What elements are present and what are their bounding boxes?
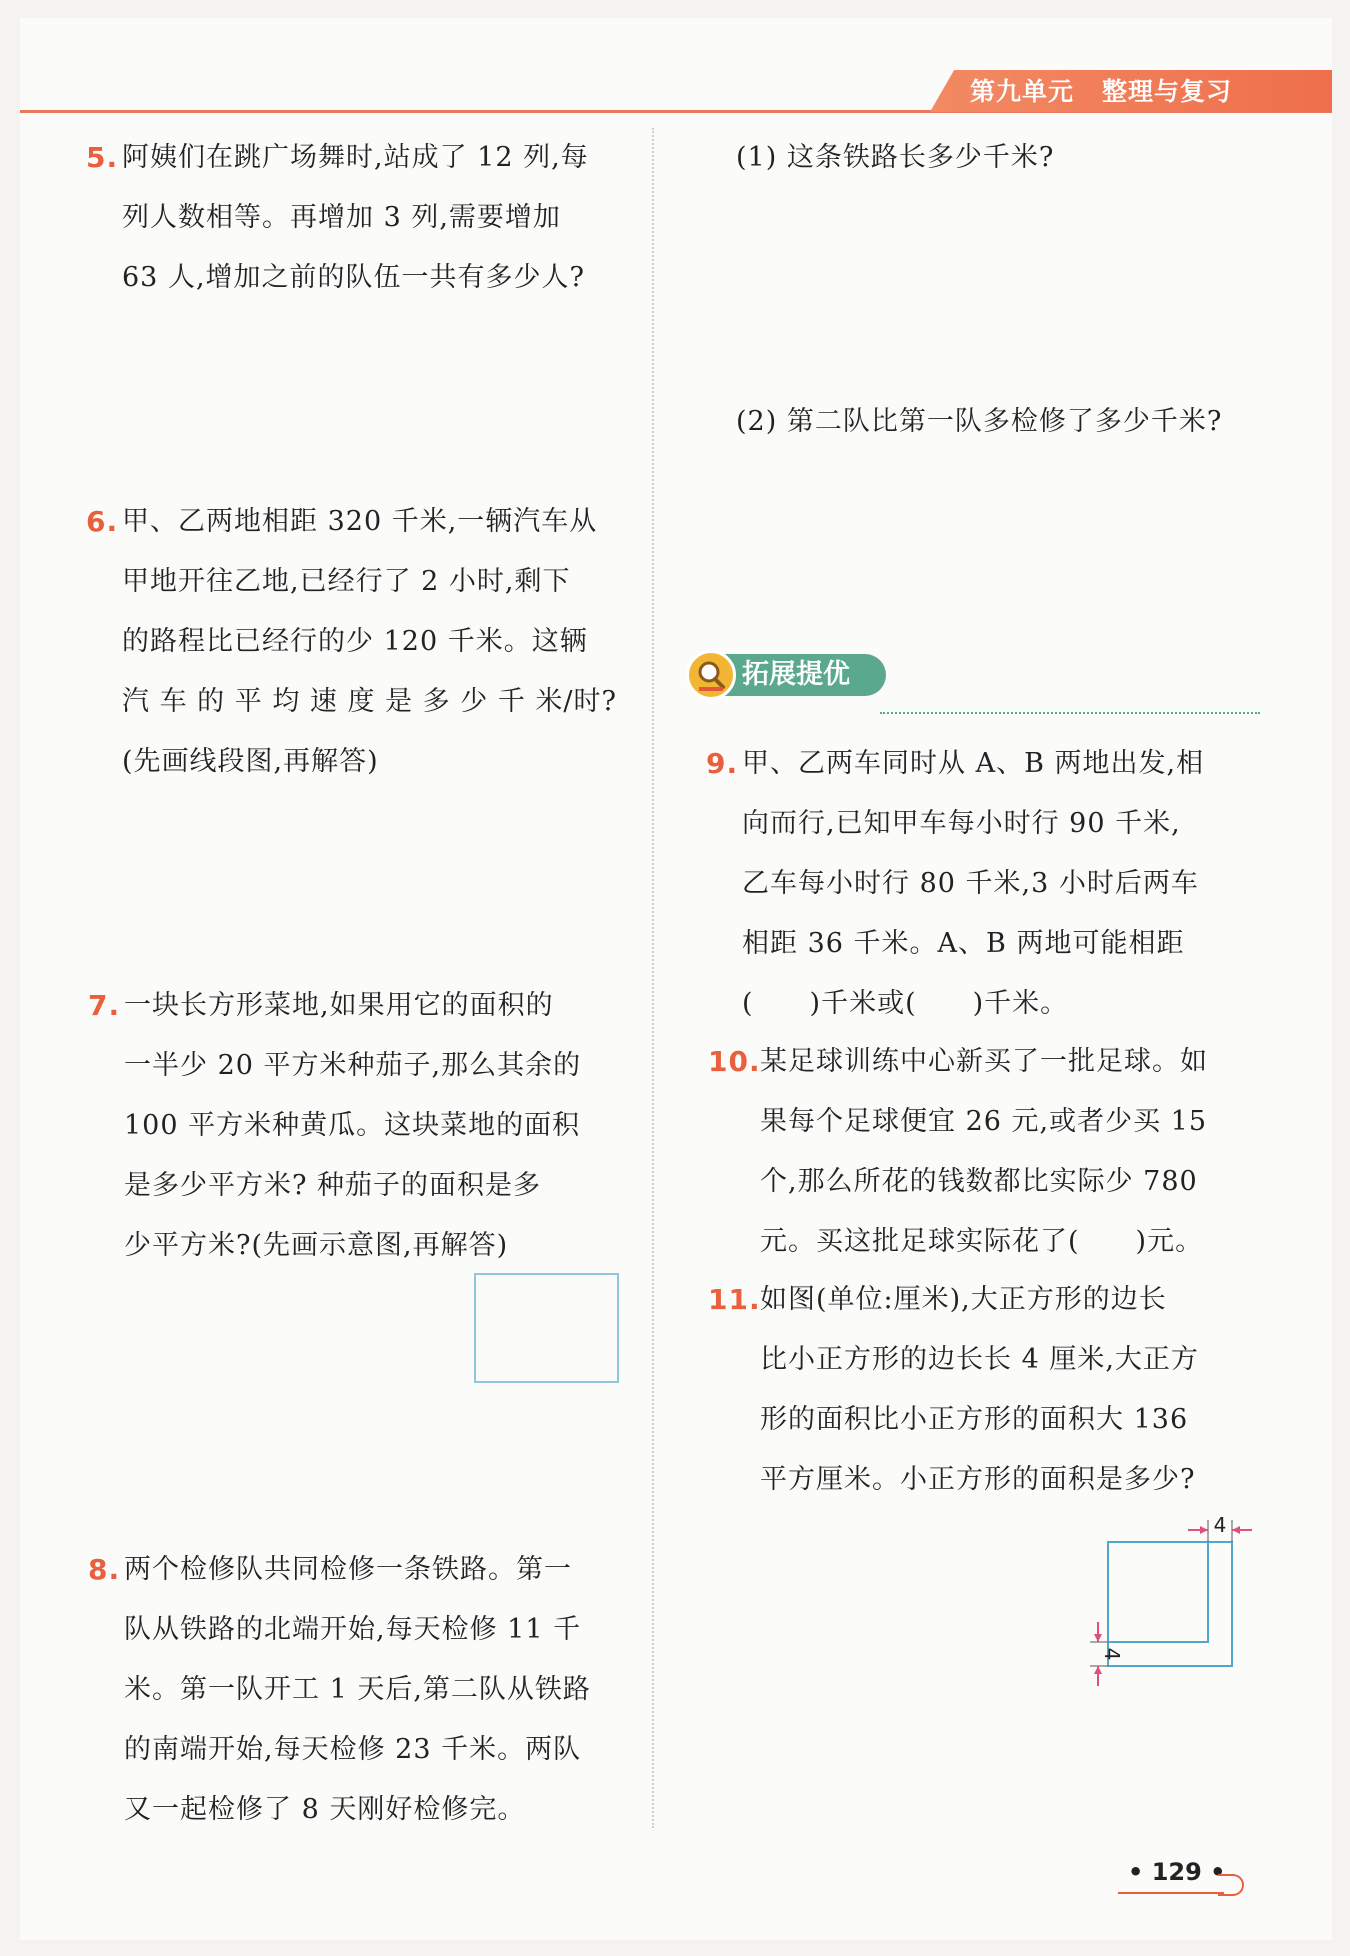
magnifier-icon [686, 650, 736, 700]
header-title [970, 74, 1232, 110]
header-unit: 第九单元 [970, 77, 1075, 106]
squares-diagram [1076, 1500, 1276, 1700]
answer-box [474, 1273, 619, 1383]
problem-line: 乙车每小时行 80 千米,3 小时后两车 [742, 868, 1199, 899]
problem-line: 两个检修队共同检修一条铁路。第一 [124, 1554, 572, 1585]
problem-line: 的南端开始,每天检修 23 千米。两队 [124, 1734, 582, 1765]
problem-line: 形的面积比小正方形的面积大 136 [760, 1404, 1189, 1435]
problem-number: 5. [86, 141, 119, 174]
problem-line: 阿姨们在跳广场舞时,站成了 12 列,每 [122, 142, 589, 173]
problem-line: 元。买这批足球实际花了( )元。 [760, 1226, 1204, 1257]
problem-line: ( )千米或( )千米。 [742, 988, 1069, 1019]
problem-line: 比小正方形的边长长 4 厘米,大正方 [760, 1344, 1199, 1375]
problem-line: 向而行,已知甲车每小时行 90 千米, [742, 808, 1181, 839]
sub-question: (1) 这条铁路长多少千米? [736, 142, 1055, 173]
problem-6 [86, 492, 617, 792]
problem-line: 是多少平方米? 种茄子的面积是多 [124, 1170, 542, 1201]
problem-line: 某足球训练中心新买了一批足球。如 [760, 1046, 1208, 1077]
problem-line: 甲、乙两地相距 320 千米,一辆汽车从 [122, 506, 598, 537]
problem-line: 平方厘米。小正方形的面积是多少? [760, 1464, 1196, 1495]
dimension-label-top: 4 [1213, 1513, 1227, 1537]
problem-line: 队从铁路的北端开始,每天检修 11 千 [124, 1614, 582, 1645]
problem-line: 如图(单位:厘米),大正方形的边长 [760, 1284, 1167, 1315]
problem-8 [88, 1540, 591, 1840]
problem-line: 列人数相等。再增加 3 列,需要增加 [122, 202, 561, 233]
sub-question: (2) 第二队比第一队多检修了多少千米? [736, 406, 1223, 437]
problem-number: 8. [88, 1553, 121, 1586]
column-divider [652, 128, 654, 1828]
dimension-label-side: 4 [1100, 1647, 1124, 1661]
problem-number: 11. [708, 1283, 761, 1316]
problem-line: 个,那么所花的钱数都比实际少 780 [760, 1166, 1198, 1197]
problem-11 [708, 1270, 1199, 1510]
problem-line: 少平方米?(先画示意图,再解答) [124, 1230, 509, 1261]
problem-8-sub-1 [736, 128, 1054, 188]
problem-5 [86, 128, 589, 308]
problem-line: 果每个足球便宜 26 元,或者少买 15 [760, 1106, 1208, 1137]
problem-line: 米。第一队开工 1 天后,第二队从铁路 [124, 1674, 591, 1705]
problem-line: 相距 36 千米。A、B 两地可能相距 [742, 928, 1185, 959]
problem-line: 又一起检修了 8 天刚好检修完。 [124, 1794, 526, 1825]
problem-number: 7. [88, 989, 121, 1022]
problem-line: 一块长方形菜地,如果用它的面积的 [124, 990, 554, 1021]
squares-figure [1076, 1500, 1276, 1704]
problem-10 [708, 1032, 1208, 1272]
problem-line: 甲地开往乙地,已经行了 2 小时,剩下 [122, 566, 571, 597]
problem-line: 一半少 20 平方米种茄子,那么其余的 [124, 1050, 582, 1081]
problem-line: 100 平方米种黄瓜。这块菜地的面积 [124, 1110, 581, 1141]
problem-number: 9. [706, 747, 739, 780]
problem-line: 汽 车 的 平 均 速 度 是 多 少 千 米/时? [122, 686, 617, 717]
problem-line: 甲、乙两车同时从 A、B 两地出发,相 [742, 748, 1205, 779]
page-number-rule [1118, 1892, 1224, 1894]
problem-7 [88, 976, 582, 1276]
problem-line: 63 人,增加之前的队伍一共有多少人? [122, 262, 585, 293]
section-banner [686, 650, 886, 700]
section-rule [880, 712, 1260, 714]
problem-line: 的路程比已经行的少 120 千米。这辆 [122, 626, 588, 657]
problem-line: (先画线段图,再解答) [122, 746, 379, 777]
problem-number: 6. [86, 505, 119, 538]
problem-8-sub-2 [736, 392, 1222, 452]
problem-9 [706, 734, 1205, 1034]
page-curl-icon [1218, 1874, 1244, 1896]
section-title: 拓展提优 [742, 659, 850, 690]
header-topic: 整理与复习 [1102, 77, 1233, 106]
problem-number: 10. [708, 1045, 761, 1078]
page-number: • 129 • [1128, 1858, 1226, 1886]
